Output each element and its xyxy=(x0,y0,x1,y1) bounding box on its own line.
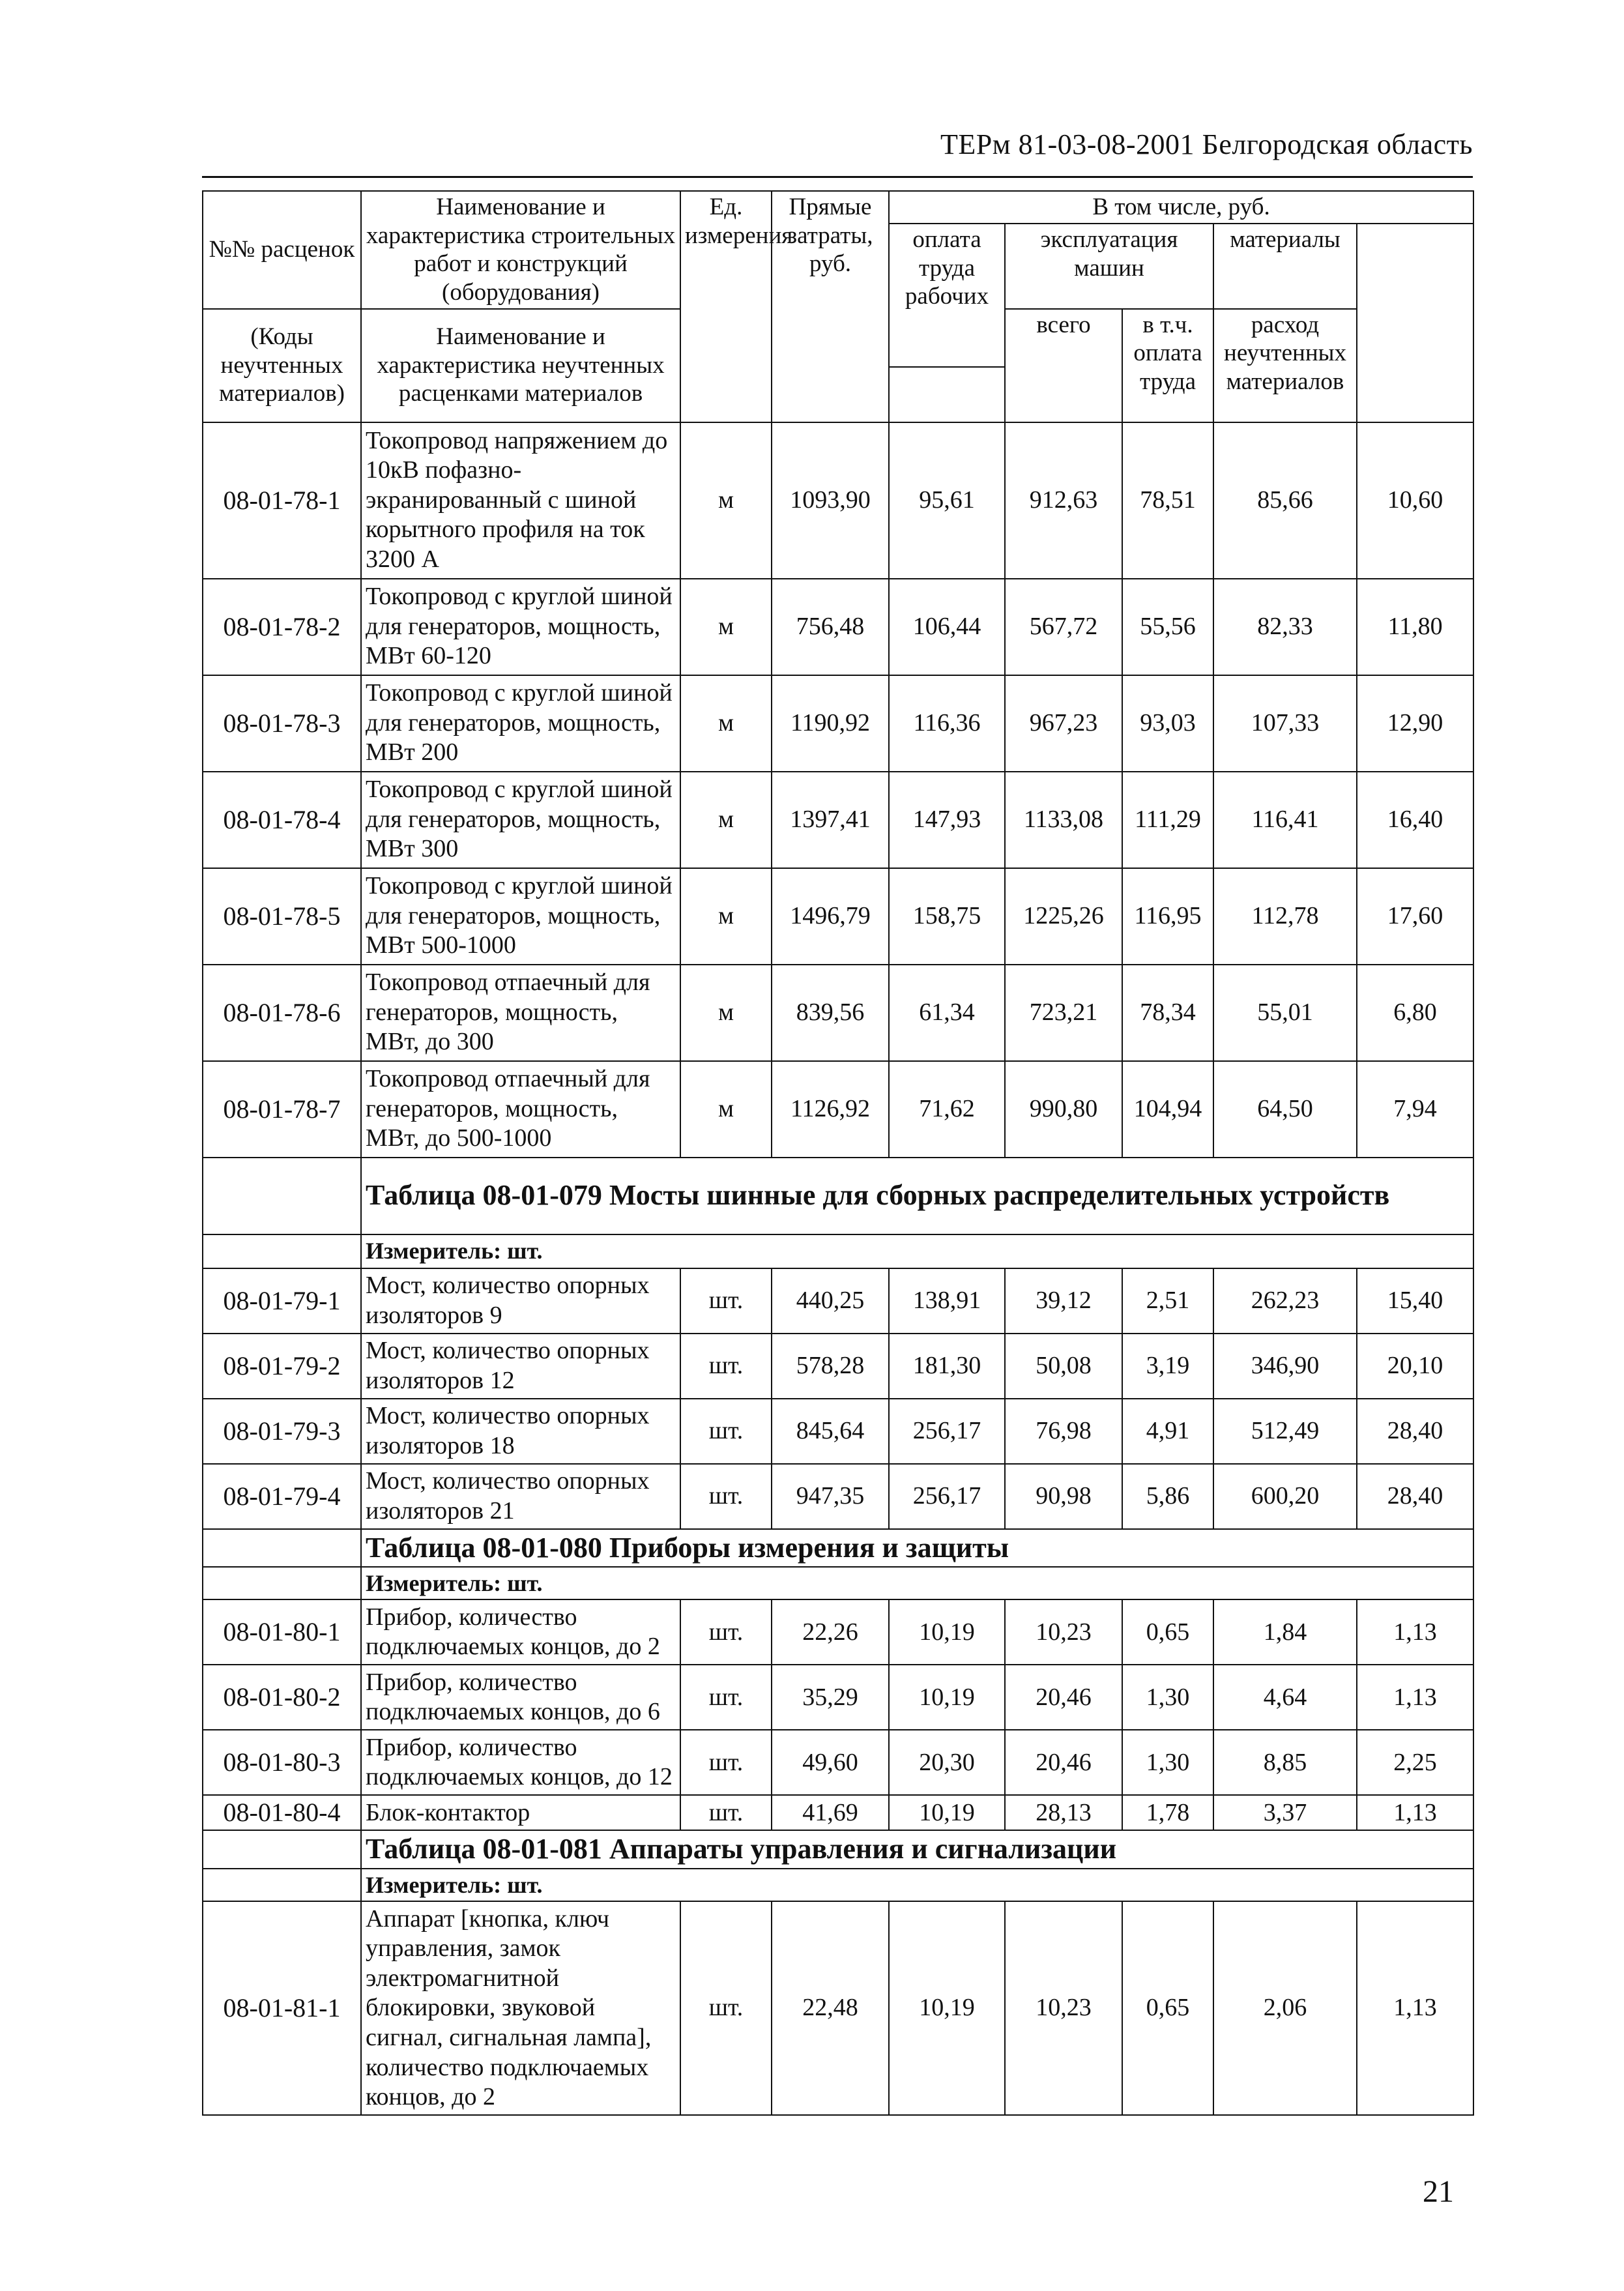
rate-mat: 1,84 xyxy=(1213,1599,1357,1665)
rate-unit: шт. xyxy=(680,1665,772,1730)
rate-code: 08-01-78-6 xyxy=(203,965,361,1061)
rate-code: 08-01-80-4 xyxy=(203,1795,361,1830)
col-unit-header: Ед. измерения xyxy=(680,191,772,422)
rate-wage: 147,93 xyxy=(889,772,1005,868)
table-row xyxy=(203,1730,1473,1795)
rate-wage: 10,19 xyxy=(889,1901,1005,2115)
rate-mach-wage: 1,30 xyxy=(1122,1665,1213,1730)
rate-wage: 95,61 xyxy=(889,422,1005,579)
section-blank-cell xyxy=(203,1529,361,1568)
table-row xyxy=(203,579,1473,675)
measure-blank-cell xyxy=(203,1869,361,1901)
rate-mach-wage: 104,94 xyxy=(1122,1061,1213,1158)
rate-mat: 512,49 xyxy=(1213,1399,1357,1464)
table-row xyxy=(203,1061,1473,1158)
col-name-header: Наименование и характеристика строительных работ и конструкций (оборудования) xyxy=(361,191,680,309)
table-row xyxy=(203,1268,1473,1334)
rate-mat: 3,37 xyxy=(1213,1795,1357,1830)
rate-wage: 20,30 xyxy=(889,1730,1005,1795)
rate-mach: 20,46 xyxy=(1005,1665,1122,1730)
section-title: Таблица 08-01-081 Аппараты управления и сигнализации xyxy=(361,1830,1473,1869)
rate-mach: 1225,26 xyxy=(1005,868,1122,965)
rate-mach: 912,63 xyxy=(1005,422,1122,579)
rate-mach: 990,80 xyxy=(1005,1061,1122,1158)
rate-name: Прибор, количество подключаемых концов, до 2 xyxy=(361,1599,680,1665)
rate-code: 08-01-79-3 xyxy=(203,1399,361,1464)
rate-unit: шт. xyxy=(680,1599,772,1665)
header-row-1 xyxy=(203,191,1473,224)
rate-mach-wage: 2,51 xyxy=(1122,1268,1213,1334)
table-row xyxy=(203,1599,1473,1665)
col-code-subheader: (Коды неучтенных материалов) xyxy=(203,309,361,422)
rate-name: Токопровод с круглой шиной для генераторов, мощность, МВт 300 xyxy=(361,772,680,868)
rate-wage: 61,34 xyxy=(889,965,1005,1061)
table-row xyxy=(203,868,1473,965)
section-title: Таблица 08-01-079 Мосты шинные для сборных распределительных устройств xyxy=(361,1158,1473,1234)
rate-name: Токопровод отпаечный для генераторов, мощность, МВт, до 300 xyxy=(361,965,680,1061)
rate-mat: 112,78 xyxy=(1213,868,1357,965)
rate-mach-wage: 5,86 xyxy=(1122,1464,1213,1529)
col-materials-header: материалы xyxy=(1213,224,1357,309)
rate-mach: 28,13 xyxy=(1005,1795,1122,1830)
rate-direct: 440,25 xyxy=(772,1268,889,1334)
table-row xyxy=(203,1334,1473,1399)
section-measure: Измеритель: шт. xyxy=(361,1567,1473,1599)
section-blank-cell xyxy=(203,1158,361,1234)
rate-labor: 1,13 xyxy=(1357,1901,1473,2115)
rate-wage: 10,19 xyxy=(889,1665,1005,1730)
section-measure: Измеритель: шт. xyxy=(361,1869,1473,1901)
rate-code: 08-01-78-3 xyxy=(203,675,361,772)
rate-wage: 116,36 xyxy=(889,675,1005,772)
rate-mat: 116,41 xyxy=(1213,772,1357,868)
rate-labor: 28,40 xyxy=(1357,1464,1473,1529)
rate-direct: 1496,79 xyxy=(772,868,889,965)
rate-unit: м xyxy=(680,579,772,675)
rate-unit: м xyxy=(680,868,772,965)
rate-labor: 17,60 xyxy=(1357,868,1473,965)
rate-labor: 28,40 xyxy=(1357,1399,1473,1464)
rate-mach: 967,23 xyxy=(1005,675,1122,772)
rate-wage: 181,30 xyxy=(889,1334,1005,1399)
rate-wage: 10,19 xyxy=(889,1599,1005,1665)
table-row xyxy=(203,1901,1473,2115)
measure-row xyxy=(203,1869,1473,1901)
rate-code: 08-01-79-2 xyxy=(203,1334,361,1399)
rate-direct: 41,69 xyxy=(772,1795,889,1830)
rate-name: Токопровод напряжением до 10кВ пофазно-экранированный с шиной корытного профиля на ток 3200 А xyxy=(361,422,680,579)
rate-code: 08-01-80-2 xyxy=(203,1665,361,1730)
page-number: 21 xyxy=(1423,2174,1454,2209)
rate-mat: 2,06 xyxy=(1213,1901,1357,2115)
table-row xyxy=(203,1399,1473,1464)
header-rule xyxy=(202,176,1473,178)
rate-unit: м xyxy=(680,422,772,579)
rate-code: 08-01-79-1 xyxy=(203,1268,361,1334)
col-wage-blank xyxy=(889,367,1005,422)
col-wage-header: оплата труда рабочих xyxy=(889,224,1005,367)
rate-unit: м xyxy=(680,675,772,772)
rate-mach-wage: 116,95 xyxy=(1122,868,1213,965)
rate-mach: 1133,08 xyxy=(1005,772,1122,868)
rate-labor: 15,40 xyxy=(1357,1268,1473,1334)
rate-wage: 138,91 xyxy=(889,1268,1005,1334)
rate-mach-wage: 1,30 xyxy=(1122,1730,1213,1795)
rate-mach: 50,08 xyxy=(1005,1334,1122,1399)
rate-direct: 1093,90 xyxy=(772,422,889,579)
table-row xyxy=(203,1464,1473,1529)
table-row xyxy=(203,772,1473,868)
rate-name: Мост, количество опорных изоляторов 12 xyxy=(361,1334,680,1399)
rate-unit: м xyxy=(680,965,772,1061)
measure-row xyxy=(203,1234,1473,1268)
rate-mach: 10,23 xyxy=(1005,1599,1122,1665)
section-title: Таблица 08-01-080 Приборы измерения и защиты xyxy=(361,1529,1473,1568)
col-code-header: №№ расценок xyxy=(203,191,361,309)
rate-direct: 845,64 xyxy=(772,1399,889,1464)
rate-code: 08-01-81-1 xyxy=(203,1901,361,2115)
rate-mach: 10,23 xyxy=(1005,1901,1122,2115)
rate-mach-wage: 0,65 xyxy=(1122,1901,1213,2115)
rate-unit: м xyxy=(680,1061,772,1158)
rate-mach-wage: 111,29 xyxy=(1122,772,1213,868)
rate-direct: 22,26 xyxy=(772,1599,889,1665)
rate-mach: 39,12 xyxy=(1005,1268,1122,1334)
rate-mach-wage: 3,19 xyxy=(1122,1334,1213,1399)
rate-mat: 8,85 xyxy=(1213,1730,1357,1795)
rate-name: Блок-контактор xyxy=(361,1795,680,1830)
rate-wage: 10,19 xyxy=(889,1795,1005,1830)
rate-unit: шт. xyxy=(680,1399,772,1464)
section-title-row xyxy=(203,1529,1473,1568)
rate-direct: 947,35 xyxy=(772,1464,889,1529)
rate-labor: 11,80 xyxy=(1357,579,1473,675)
rate-direct: 578,28 xyxy=(772,1334,889,1399)
col-machines-wage-header: в т.ч. оплата труда xyxy=(1122,309,1213,422)
rate-name: Мост, количество опорных изоляторов 21 xyxy=(361,1464,680,1529)
rate-code: 08-01-78-5 xyxy=(203,868,361,965)
col-machines-total-header: всего xyxy=(1005,309,1122,422)
rate-direct: 22,48 xyxy=(772,1901,889,2115)
rate-labor: 20,10 xyxy=(1357,1334,1473,1399)
rate-labor: 10,60 xyxy=(1357,422,1473,579)
rate-mach: 76,98 xyxy=(1005,1399,1122,1464)
rate-unit: шт. xyxy=(680,1901,772,2115)
rate-code: 08-01-80-3 xyxy=(203,1730,361,1795)
rate-direct: 1126,92 xyxy=(772,1061,889,1158)
rate-mach-wage: 55,56 xyxy=(1122,579,1213,675)
rate-labor: 1,13 xyxy=(1357,1665,1473,1730)
rate-code: 08-01-80-1 xyxy=(203,1599,361,1665)
section-title-row xyxy=(203,1830,1473,1869)
rate-unit: м xyxy=(680,772,772,868)
rate-name: Прибор, количество подключаемых концов, до 12 xyxy=(361,1730,680,1795)
rate-direct: 839,56 xyxy=(772,965,889,1061)
rate-mach-wage: 93,03 xyxy=(1122,675,1213,772)
rate-mach: 723,21 xyxy=(1005,965,1122,1061)
rate-wage: 256,17 xyxy=(889,1464,1005,1529)
rate-mach-wage: 78,34 xyxy=(1122,965,1213,1061)
rate-mat: 4,64 xyxy=(1213,1665,1357,1730)
measure-row xyxy=(203,1567,1473,1599)
rate-labor: 1,13 xyxy=(1357,1795,1473,1830)
rate-direct: 756,48 xyxy=(772,579,889,675)
col-direct-header: Прямые затраты, руб. xyxy=(772,191,889,422)
col-materials-subheader: расход неучтенных материалов xyxy=(1213,309,1357,422)
section-measure: Измеритель: шт. xyxy=(361,1234,1473,1268)
rate-direct: 1190,92 xyxy=(772,675,889,772)
rate-mat: 346,90 xyxy=(1213,1334,1357,1399)
rate-mach: 90,98 xyxy=(1005,1464,1122,1529)
rate-code: 08-01-78-4 xyxy=(203,772,361,868)
rate-wage: 71,62 xyxy=(889,1061,1005,1158)
rate-mat: 85,66 xyxy=(1213,422,1357,579)
rate-labor: 6,80 xyxy=(1357,965,1473,1061)
section-title-row xyxy=(203,1158,1473,1234)
rate-name: Токопровод отпаечный для генераторов, мощность, МВт, до 500-1000 xyxy=(361,1061,680,1158)
rate-name: Токопровод с круглой шиной для генераторов, мощность, МВт 500-1000 xyxy=(361,868,680,965)
rate-direct: 49,60 xyxy=(772,1730,889,1795)
rate-mach-wage: 0,65 xyxy=(1122,1599,1213,1665)
rate-mat: 262,23 xyxy=(1213,1268,1357,1334)
table-row xyxy=(203,1665,1473,1730)
rate-code: 08-01-78-2 xyxy=(203,579,361,675)
rate-name: Аппарат [кнопка, ключ управления, замок электромагнитной блокировки, звуковой сигнал, сигнальная лампа], количество подключаемых концов, до 2 xyxy=(361,1901,680,2115)
rate-labor: 1,13 xyxy=(1357,1599,1473,1665)
rate-name: Токопровод с круглой шиной для генераторов, мощность, МВт 200 xyxy=(361,675,680,772)
section-blank-cell xyxy=(203,1830,361,1869)
rates-table xyxy=(202,190,1474,2116)
rate-labor: 16,40 xyxy=(1357,772,1473,868)
rate-code: 08-01-78-7 xyxy=(203,1061,361,1158)
rate-mat: 82,33 xyxy=(1213,579,1357,675)
table-body xyxy=(203,422,1473,2116)
rate-mach-wage: 4,91 xyxy=(1122,1399,1213,1464)
col-incl-header: В том числе, руб. xyxy=(889,191,1473,224)
table-row xyxy=(203,675,1473,772)
rate-mat: 64,50 xyxy=(1213,1061,1357,1158)
rate-unit: шт. xyxy=(680,1334,772,1399)
rate-code: 08-01-78-1 xyxy=(203,422,361,579)
rate-unit: шт. xyxy=(680,1795,772,1830)
rate-mach-wage: 1,78 xyxy=(1122,1795,1213,1830)
rate-code: 08-01-79-4 xyxy=(203,1464,361,1529)
col-machines-header: эксплуатация машин xyxy=(1005,224,1213,309)
rate-mach: 567,72 xyxy=(1005,579,1122,675)
col-name-subheader: Наименование и характеристика неучтенных расценками материалов xyxy=(361,309,680,422)
rate-labor: 2,25 xyxy=(1357,1730,1473,1795)
rate-mach-wage: 78,51 xyxy=(1122,422,1213,579)
rate-unit: шт. xyxy=(680,1730,772,1795)
rate-direct: 35,29 xyxy=(772,1665,889,1730)
measure-blank-cell xyxy=(203,1234,361,1268)
rate-wage: 106,44 xyxy=(889,579,1005,675)
rate-name: Мост, количество опорных изоляторов 9 xyxy=(361,1268,680,1334)
rate-wage: 256,17 xyxy=(889,1399,1005,1464)
table-row xyxy=(203,422,1473,579)
rate-name: Токопровод с круглой шиной для генераторов, мощность, МВт 60-120 xyxy=(361,579,680,675)
rate-wage: 158,75 xyxy=(889,868,1005,965)
rate-unit: шт. xyxy=(680,1268,772,1334)
rate-unit: шт. xyxy=(680,1464,772,1529)
rate-name: Прибор, количество подключаемых концов, до 6 xyxy=(361,1665,680,1730)
rate-name: Мост, количество опорных изоляторов 18 xyxy=(361,1399,680,1464)
rate-labor: 7,94 xyxy=(1357,1061,1473,1158)
rate-labor: 12,90 xyxy=(1357,675,1473,772)
rate-direct: 1397,41 xyxy=(772,772,889,868)
measure-blank-cell xyxy=(203,1567,361,1599)
rate-mach: 20,46 xyxy=(1005,1730,1122,1795)
rate-mat: 600,20 xyxy=(1213,1464,1357,1529)
table-row xyxy=(203,1795,1473,1830)
rate-mat: 55,01 xyxy=(1213,965,1357,1061)
rate-mat: 107,33 xyxy=(1213,675,1357,772)
table-row xyxy=(203,965,1473,1061)
document-header: ТЕРм 81-03-08-2001 Белгородская область xyxy=(940,128,1473,160)
